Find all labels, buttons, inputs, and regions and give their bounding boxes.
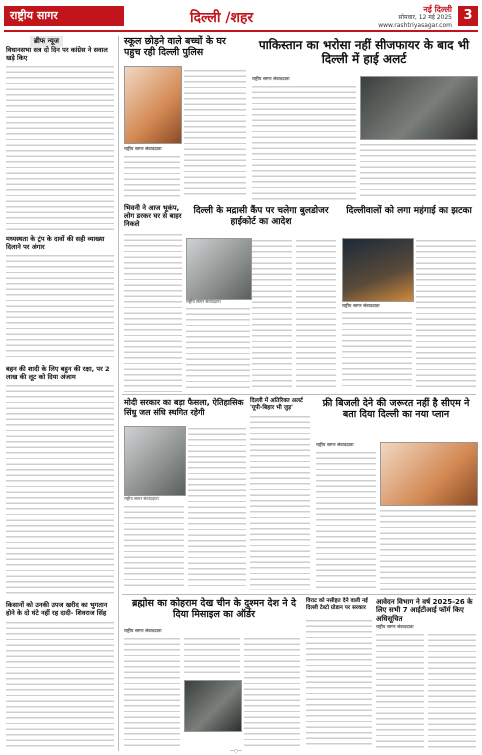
- inflation-headline[interactable]: दिल्लीवालों को लगा महंगाई का झटका: [346, 206, 472, 216]
- brief-item-3-head[interactable]: बहन की शादी के लिए बहुन की रक्षा, पर 2 लाख की लूट को दिया अंजाम: [6, 365, 110, 381]
- page-number: 3: [458, 6, 478, 26]
- bhukamp-headline[interactable]: भिवनी ने आज भूकंप, लोग डरकर घर से बाहर निकले: [124, 204, 182, 229]
- section-title: दिल्ली /शहर: [190, 10, 254, 26]
- inflation-body-2: [342, 310, 412, 390]
- electricity-headline[interactable]: फ्री बिजली देने की जरूरत नहीं है सीएम ने बता दिया दिल्ली का नया प्लान: [322, 398, 470, 421]
- masthead: [0, 0, 482, 30]
- brief-item-4-body: [6, 620, 114, 748]
- pak-headline[interactable]: पाकिस्तान का भरोसा नहीं सीजफायर के बाद भी दिल्ली में हाई अलर्ट: [258, 38, 470, 67]
- brief-tag: ब्रीफ न्यूज: [30, 36, 63, 47]
- modi-headline[interactable]: मोदी सरकार का बड़ा फैसला, ऐतिहासिक सिंधु जल संधि स्थगित रहेगी: [124, 398, 244, 417]
- modi-body-2: [124, 504, 184, 590]
- row-divider-2: [122, 594, 476, 595]
- inflation-photo: [342, 238, 414, 302]
- delhi-alert-headline[interactable]: दिल्ली में अतिरिक्त अलर्ट 'यूपी-बिहार भी जुड़': [250, 398, 303, 411]
- inflation-body-1: [416, 238, 476, 390]
- madrasi-byline: राष्ट्रीय सागर संवाददाता: [186, 299, 221, 304]
- school-photo: [124, 66, 182, 144]
- row-divider: [122, 394, 476, 395]
- section-label: राष्ट्रीय सागर: [4, 6, 124, 26]
- delhi-alert-body: [250, 414, 310, 590]
- brahmos-headline[interactable]: ब्रह्मोस का कोहराम देख चीन के दुश्मन देश ने दे दिया मिसाइल का ऑर्डर: [131, 598, 296, 621]
- admission-byline: राष्ट्रीय सागर संवाददाता: [376, 625, 414, 630]
- brief-item-1-body: [6, 64, 114, 232]
- admission-body-2: [428, 632, 476, 748]
- school-headline[interactable]: स्कूल छोड़ने वाले बच्चों के घर पहुच रही दिल्ली पुलिस: [124, 36, 226, 59]
- brief-item-2-head[interactable]: मध्यस्थता के ट्रंप के दावों की सही व्याख्या दिलाने पर अंगार: [6, 235, 105, 251]
- brahmos-byline: राष्ट्रीय सागर संवाददाता: [124, 629, 162, 634]
- madrasi-body-3: [186, 306, 250, 390]
- electricity-photo: [380, 442, 478, 506]
- school-body-right: [184, 68, 246, 198]
- madrasi-headline[interactable]: दिल्ली के मद्रासी कैंप पर चलेगा बुलडोजर हाईकोर्ट का आदेश: [193, 206, 329, 227]
- edition-city: नई दिल्ली: [423, 5, 452, 14]
- modi-byline: राष्ट्रीय सागर संवाददाता: [124, 496, 159, 501]
- brief-item-1-head[interactable]: विधानसभा सत्र दो दिन पर कांग्रेस ने सवाल खड़े किए: [6, 46, 108, 62]
- brahmos-body-2: [184, 636, 240, 676]
- pak-photo: [360, 76, 478, 140]
- madrasi-body-1: [252, 238, 292, 388]
- bhukamp-body: [124, 232, 182, 392]
- pak-body: [252, 84, 356, 200]
- virat-headline[interactable]: विराट को नसीहत देने वाली नई दिल्ली टेस्टो ग्रोडान पर सरकार: [306, 598, 368, 611]
- brahmos-body-3: [244, 636, 300, 748]
- electricity-body-2: [380, 508, 476, 590]
- footer-mark: —○—: [230, 748, 243, 753]
- edition-info: [378, 6, 452, 30]
- pak-byline: राष्ट्रीय सागर संवाददाता: [252, 77, 290, 82]
- brief-item-4-head[interactable]: किसानों को उनकी उपज खरीद का भुगतान होने के दो घंटे नहीं रह दादी- शिवराज सिंह: [6, 601, 108, 617]
- virat-body: [306, 618, 372, 748]
- edition-date: सोमवार, 12 मई 2025: [398, 14, 452, 21]
- brahmos-photo: [184, 680, 242, 732]
- admission-body-1: [376, 632, 424, 748]
- madrasi-photo: [186, 238, 252, 300]
- madrasi-body-2: [296, 238, 336, 388]
- modi-body-1: [188, 426, 246, 590]
- inflation-byline: राष्ट्रीय सागर संवाददाता: [342, 304, 380, 309]
- column-divider: [118, 36, 119, 751]
- brahmos-body-1: [124, 636, 180, 748]
- pak-body-2: [360, 142, 476, 200]
- electricity-body: [316, 450, 376, 590]
- school-byline: राष्ट्रीय सागर संवाददाता: [124, 147, 162, 152]
- website-link[interactable]: www.rashtriyasagar.com: [378, 22, 452, 29]
- modi-photo: [124, 426, 186, 496]
- school-body-left: [124, 154, 180, 200]
- electricity-byline: राष्ट्रीय सागर संवाददाता: [316, 443, 354, 448]
- brief-item-2-body: [6, 253, 114, 361]
- masthead-rule: [4, 30, 478, 32]
- admission-headline[interactable]: आवेदन विभाग ने वर्ष 2025-26 के लिए सभी 7 आईटीआई फॉर्म किए अधिसूचित: [376, 598, 473, 623]
- brief-item-3-body: [6, 383, 114, 598]
